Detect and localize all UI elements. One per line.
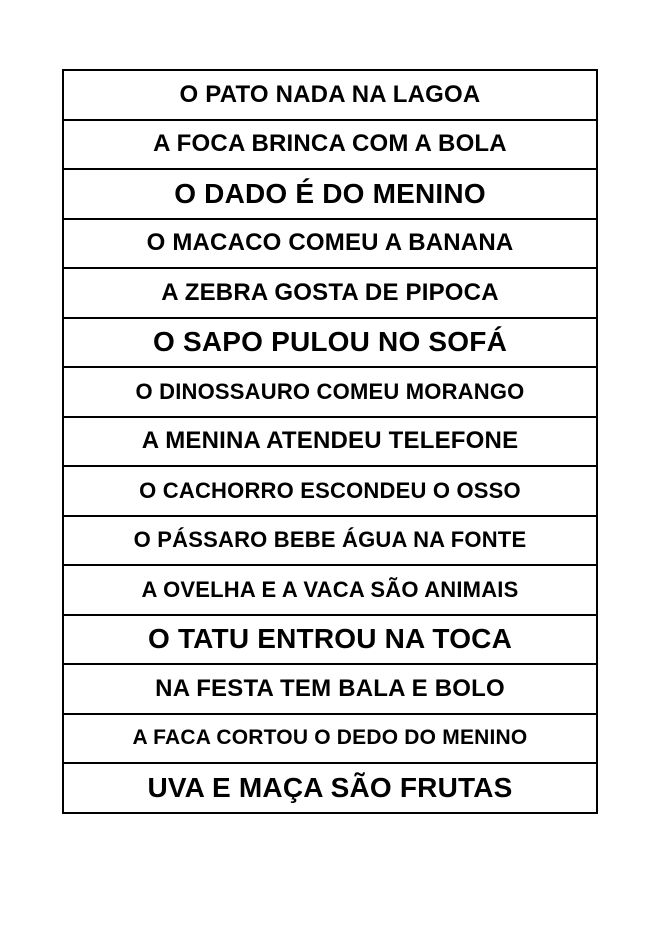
- sentence-cell: A OVELHA E A VACA SÃO ANIMAIS: [63, 565, 597, 615]
- sentence-cell: O DINOSSAURO COMEU MORANGO: [63, 367, 597, 417]
- sentence-cell: O DADO É DO MENINO: [63, 169, 597, 219]
- sentence-row: [63, 417, 597, 467]
- sentence-row: [63, 763, 597, 813]
- sentence-row: [63, 268, 597, 318]
- sentence-row: [63, 615, 597, 665]
- sentence-row: [63, 120, 597, 170]
- sentence-row: [63, 169, 597, 219]
- sentence-cell: UVA E MAÇA SÃO FRUTAS: [63, 763, 597, 813]
- sentence-cell: O CACHORRO ESCONDEU O OSSO: [63, 466, 597, 516]
- sentence-row: [63, 516, 597, 566]
- sentence-cell: A MENINA ATENDEU TELEFONE: [63, 417, 597, 467]
- sentence-row: [63, 664, 597, 714]
- sentence-cell: O PÁSSARO BEBE ÁGUA NA FONTE: [63, 516, 597, 566]
- sentence-cell: O TATU ENTROU NA TOCA: [63, 615, 597, 665]
- sentence-row: [63, 318, 597, 368]
- sentence-row: [63, 367, 597, 417]
- sentence-cell: NA FESTA TEM BALA E BOLO: [63, 664, 597, 714]
- sentence-cell: O PATO NADA NA LAGOA: [63, 70, 597, 120]
- sentence-cell: A FACA CORTOU O DEDO DO MENINO: [63, 714, 597, 764]
- sentence-table: [62, 69, 598, 814]
- sentence-cell: O MACACO COMEU A BANANA: [63, 219, 597, 269]
- sentence-row: [63, 466, 597, 516]
- sentence-cell: O SAPO PULOU NO SOFÁ: [63, 318, 597, 368]
- sentence-cell: A FOCA BRINCA COM A BOLA: [63, 120, 597, 170]
- sentence-row: [63, 565, 597, 615]
- sentence-row: [63, 714, 597, 764]
- sentence-row: [63, 70, 597, 120]
- sentence-row: [63, 219, 597, 269]
- sentence-cell: A ZEBRA GOSTA DE PIPOCA: [63, 268, 597, 318]
